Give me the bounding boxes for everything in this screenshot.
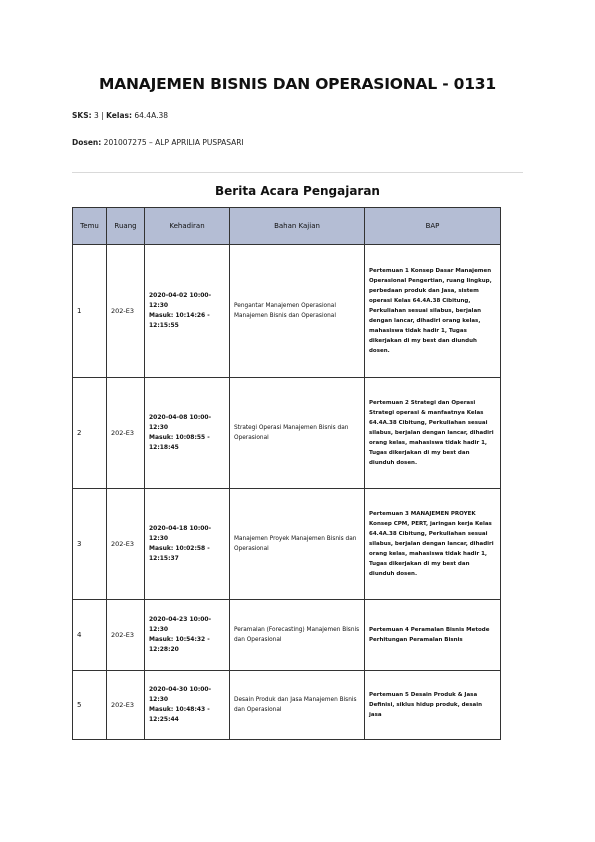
- cell-temu: 4: [73, 600, 107, 671]
- cell-bap: Pertemuan 4 Peramalan Bisnis Metode Perhitungan Peramalan Bisnis: [365, 600, 501, 671]
- table-row: [73, 245, 501, 378]
- cell-ruang: 202-E3: [107, 489, 145, 600]
- kehadiran-masuk: Masuk: 10:08:55 - 12:18:45: [149, 434, 210, 451]
- header-bahan-kajian: Bahan Kajian: [230, 208, 365, 245]
- cell-ruang: 202-E3: [107, 245, 145, 378]
- cell-temu: 5: [73, 671, 107, 740]
- meta-separator: |: [101, 111, 104, 120]
- table-row: [73, 600, 501, 671]
- cell-bahan-kajian: Peramalan (Forecasting) Manajemen Bisnis dan Operasional: [230, 600, 365, 671]
- kehadiran-masuk: Masuk: 10:02:58 - 12:15:37: [149, 545, 210, 562]
- table-row: [73, 378, 501, 489]
- kehadiran-masuk: Masuk: 10:48:43 - 12:25:44: [149, 706, 210, 723]
- cell-ruang: 202-E3: [107, 671, 145, 740]
- cell-kehadiran: [145, 245, 230, 378]
- cell-kehadiran: [145, 671, 230, 740]
- kehadiran-jadwal: 2020-04-30 10:00-12:30: [149, 686, 212, 703]
- cell-ruang: 202-E3: [107, 600, 145, 671]
- section-title: Berita Acara Pengajaran: [215, 184, 380, 198]
- dosen-label: Dosen:: [72, 138, 102, 147]
- sks-value: 3: [94, 111, 99, 120]
- lecturer-meta: [72, 138, 244, 147]
- cell-bahan-kajian: Manajemen Proyek Manajemen Bisnis dan Operasional: [230, 489, 365, 600]
- cell-kehadiran: [145, 489, 230, 600]
- cell-bap: Pertemuan 1 Konsep Dasar Manajemen Operasional Pengertian, ruang lingkup, perbedaan produk dan Jasa, sistem operasi Kelas 64.4A.38 Cibitung, Perkuliahan sesuai silabus, berjalan dengan lancar, dihadiri orang kelas, mahasiswa tidak hadir 1, Tugas dikerjakan di my best dan diunduh dosen.: [365, 245, 501, 378]
- header-kehadiran: Kehadiran: [145, 208, 230, 245]
- table-row: [73, 489, 501, 600]
- cell-temu: 3: [73, 489, 107, 600]
- cell-temu: 1: [73, 245, 107, 378]
- kehadiran-jadwal: 2020-04-23 10:00-12:30: [149, 616, 212, 633]
- kehadiran-jadwal: 2020-04-08 10:00-12:30: [149, 414, 212, 431]
- table-row: [73, 671, 501, 740]
- cell-bap: Pertemuan 5 Desain Produk & Jasa Definisi, siklus hidup produk, desain jasa: [365, 671, 501, 740]
- cell-ruang: 202-E3: [107, 378, 145, 489]
- kelas-value: 64.4A.38: [134, 111, 169, 120]
- cell-bahan-kajian: Strategi Operasi Manajemen Bisnis dan Operasional: [230, 378, 365, 489]
- dosen-value: 201007275 – ALP APRILIA PUSPASARI: [103, 138, 244, 147]
- bap-table: [72, 207, 501, 740]
- kehadiran-masuk: Masuk: 10:54:32 - 12:28:20: [149, 636, 210, 653]
- course-meta: [72, 111, 168, 120]
- cell-temu: 2: [73, 378, 107, 489]
- kehadiran-masuk: Masuk: 10:14:26 - 12:15:55: [149, 312, 210, 329]
- header-ruang: Ruang: [107, 208, 145, 245]
- cell-bahan-kajian: Desain Produk dan Jasa Manajemen Bisnis dan Operasional: [230, 671, 365, 740]
- cell-kehadiran: [145, 378, 230, 489]
- table-header-row: [73, 208, 501, 245]
- cell-kehadiran: [145, 600, 230, 671]
- kehadiran-jadwal: 2020-04-02 10:00-12:30: [149, 292, 212, 309]
- divider: [72, 172, 523, 173]
- document-title: MANAJEMEN BISNIS DAN OPERASIONAL - 0131: [99, 75, 496, 93]
- kehadiran-jadwal: 2020-04-18 10:00-12:30: [149, 525, 212, 542]
- sks-label: SKS:: [72, 111, 92, 120]
- cell-bahan-kajian: Pengantar Manajemen Operasional Manajemen Bisnis dan Operasional: [230, 245, 365, 378]
- header-bap: BAP: [365, 208, 501, 245]
- kelas-label: Kelas:: [106, 111, 132, 120]
- cell-bap: Pertemuan 2 Strategi dan Operasi Strategi operasi & manfaatnya Kelas 64.4A.38 Cibitung, Perkuliahan sesuai silabus, berjalan dengan lancar, dihadiri orang kelas, mahasiswa tidak hadir 1, Tugas dikerjakan di my best dan diunduh dosen.: [365, 378, 501, 489]
- cell-bap: Pertemuan 3 MANAJEMEN PROYEK Konsep CPM, PERT, jaringan kerja Kelas 64.4A.38 Cibitung, Perkuliahan sesuai silabus, berjalan dengan lancar, dihadiri orang kelas, mahasiswa tidak hadir 1, Tugas dikerjakan di my best dan diunduh dosen.: [365, 489, 501, 600]
- header-temu: Temu: [73, 208, 107, 245]
